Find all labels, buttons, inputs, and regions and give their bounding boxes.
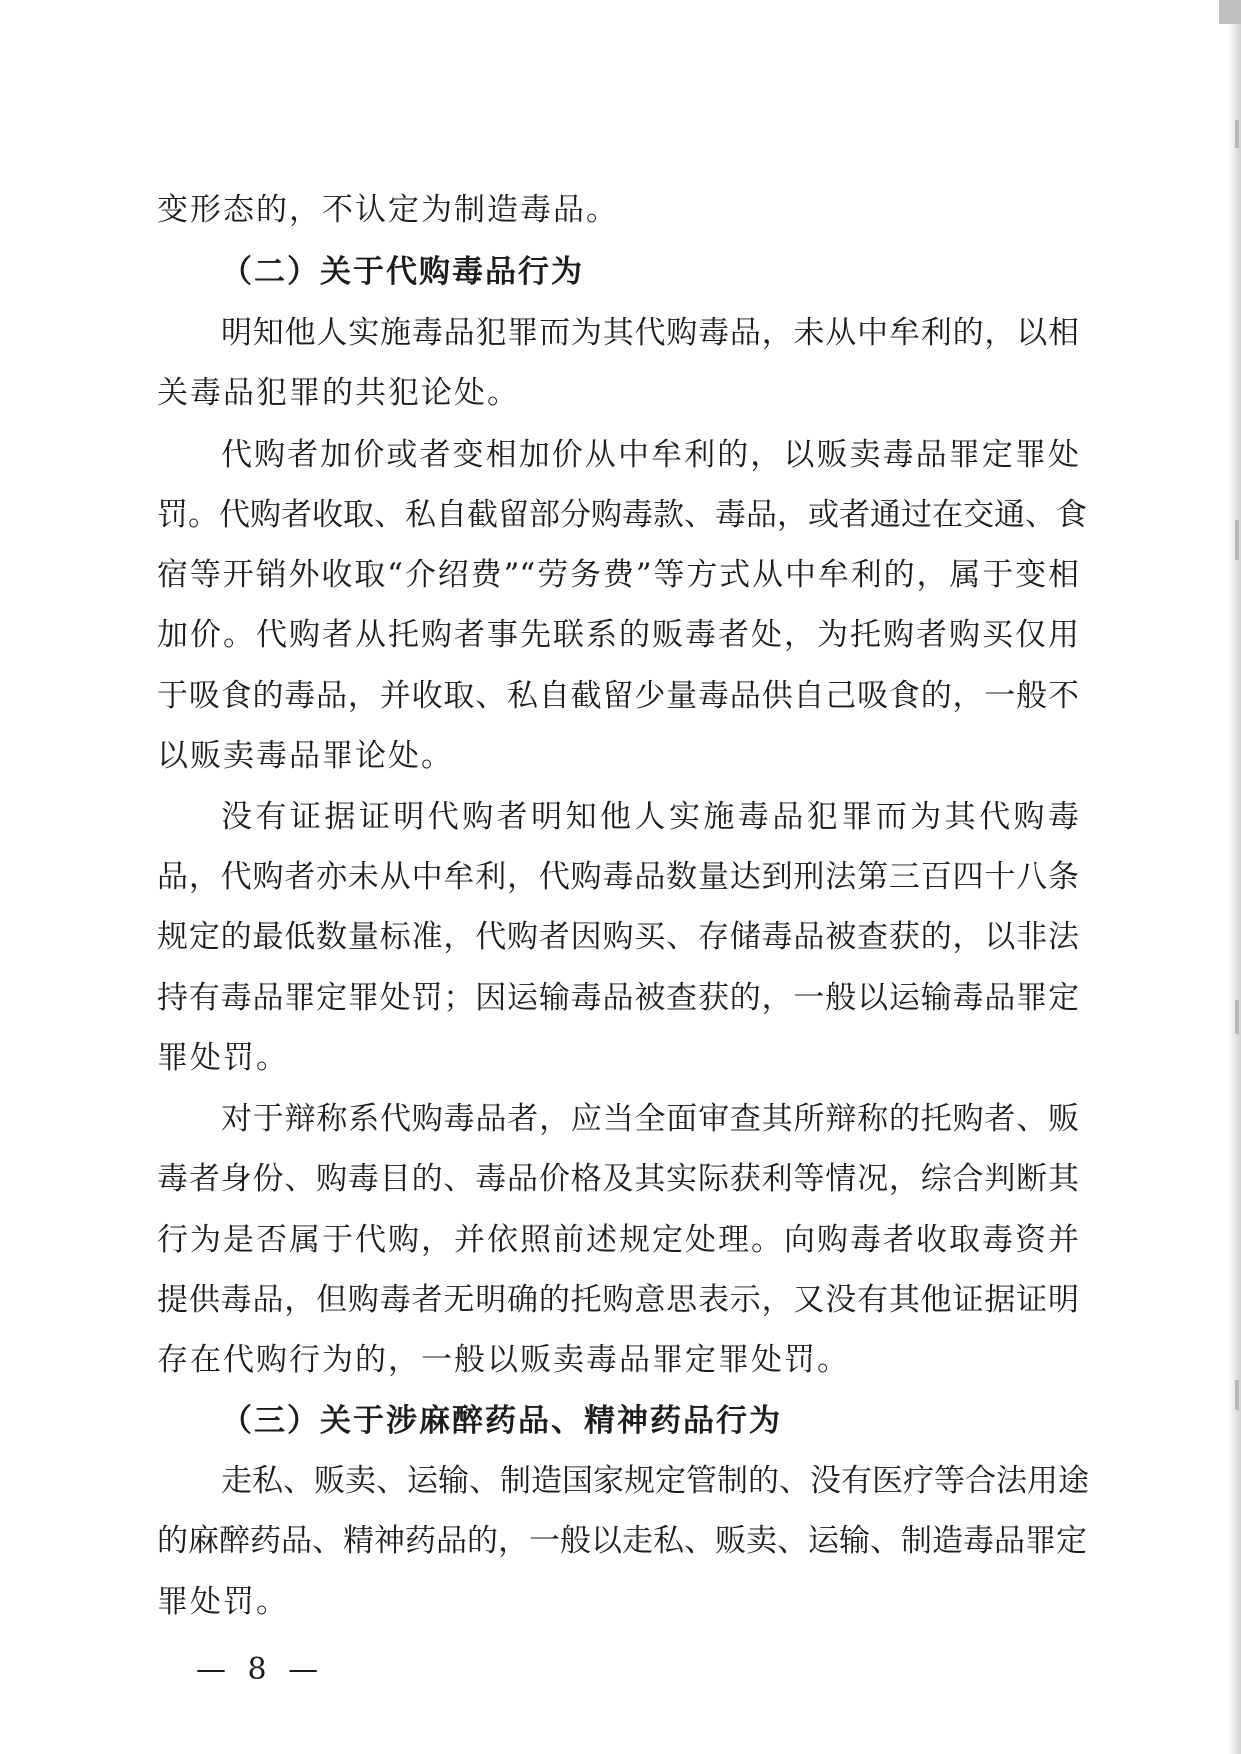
- paragraph-line: 持有毒品罪定罪处罚；因运输毒品被查获的，一般以运输毒品罪定: [157, 980, 1079, 1016]
- section-heading: （二）关于代购毒品行为: [221, 254, 584, 290]
- section-heading: （三）关于涉麻醉药品、精神药品行为: [221, 1403, 782, 1439]
- paragraph-line: 提供毒品，但购毒者无明确的托购意思表示，又没有其他证据证明: [157, 1282, 1079, 1318]
- paragraph-line: 加价。代购者从托购者事先联系的贩毒者处，为托购者购买仅用: [157, 617, 1079, 653]
- paragraph-line: 代购者加价或者变相加价从中牟利的，以贩卖毒品罪定罪处: [221, 437, 1079, 473]
- scan-mark: [1235, 1380, 1239, 1410]
- scan-corner: [1219, 0, 1241, 24]
- paragraph-line: 于吸食的毒品，并收取、私自截留少量毒品供自己吸食的，一般不: [157, 678, 1079, 714]
- scan-mark: [1235, 520, 1239, 560]
- paragraph-line: 规定的最低数量标准，代购者因购买、存储毒品被查获的，以非法: [157, 919, 1079, 955]
- body-line: 变形态的，不认定为制造毒品。: [157, 192, 619, 228]
- paragraph-line: 走私、贩卖、运输、制造国家规定管制的、没有医疗等合法用途: [221, 1463, 1089, 1499]
- scan-mark: [1235, 1000, 1239, 1034]
- paragraph-line: 没有证据证明代购者明知他人实施毒品犯罪而为其代购毒: [221, 799, 1079, 835]
- paragraph-line: 毒者身份、购毒目的、毒品价格及其实际获利等情况，综合判断其: [157, 1161, 1079, 1197]
- paragraph-line: 的麻醉药品、精神药品的，一般以走私、贩卖、运输、制造毒品罪定: [157, 1523, 1087, 1559]
- paragraph-line: 行为是否属于代购，并依照前述规定处理。向购毒者收取毒资并: [157, 1222, 1079, 1258]
- paragraph-line: 宿等开销外收取“介绍费”“劳务费”等方式从中牟利的，属于变相: [157, 557, 1079, 593]
- paragraph-line: 品，代购者亦未从中牟利，代购毒品数量达到刑法第三百四十八条: [157, 859, 1079, 895]
- paragraph-line: 存在代购行为的，一般以贩卖毒品罪定罪处罚。: [157, 1342, 850, 1378]
- paragraph-line: 以贩卖毒品罪论处。: [157, 738, 454, 774]
- paragraph-line: 对于辩称系代购毒品者，应当全面审查其所辩称的托购者、贩: [221, 1101, 1079, 1137]
- page-number: — 8 —: [196, 1652, 325, 1687]
- scan-mark: [1235, 120, 1239, 148]
- paragraph-line: 罚。代购者收取、私自截留部分购毒款、毒品，或者通过在交通、食: [157, 497, 1087, 533]
- paragraph-line: 明知他人实施毒品犯罪而为其代购毒品，未从中牟利的，以相: [221, 315, 1079, 351]
- paragraph-line: 罪处罚。: [157, 1040, 289, 1076]
- paragraph-line: 关毒品犯罪的共犯论处。: [157, 375, 520, 411]
- paragraph-line: 罪处罚。: [157, 1584, 289, 1620]
- scan-edge: [1227, 0, 1241, 1754]
